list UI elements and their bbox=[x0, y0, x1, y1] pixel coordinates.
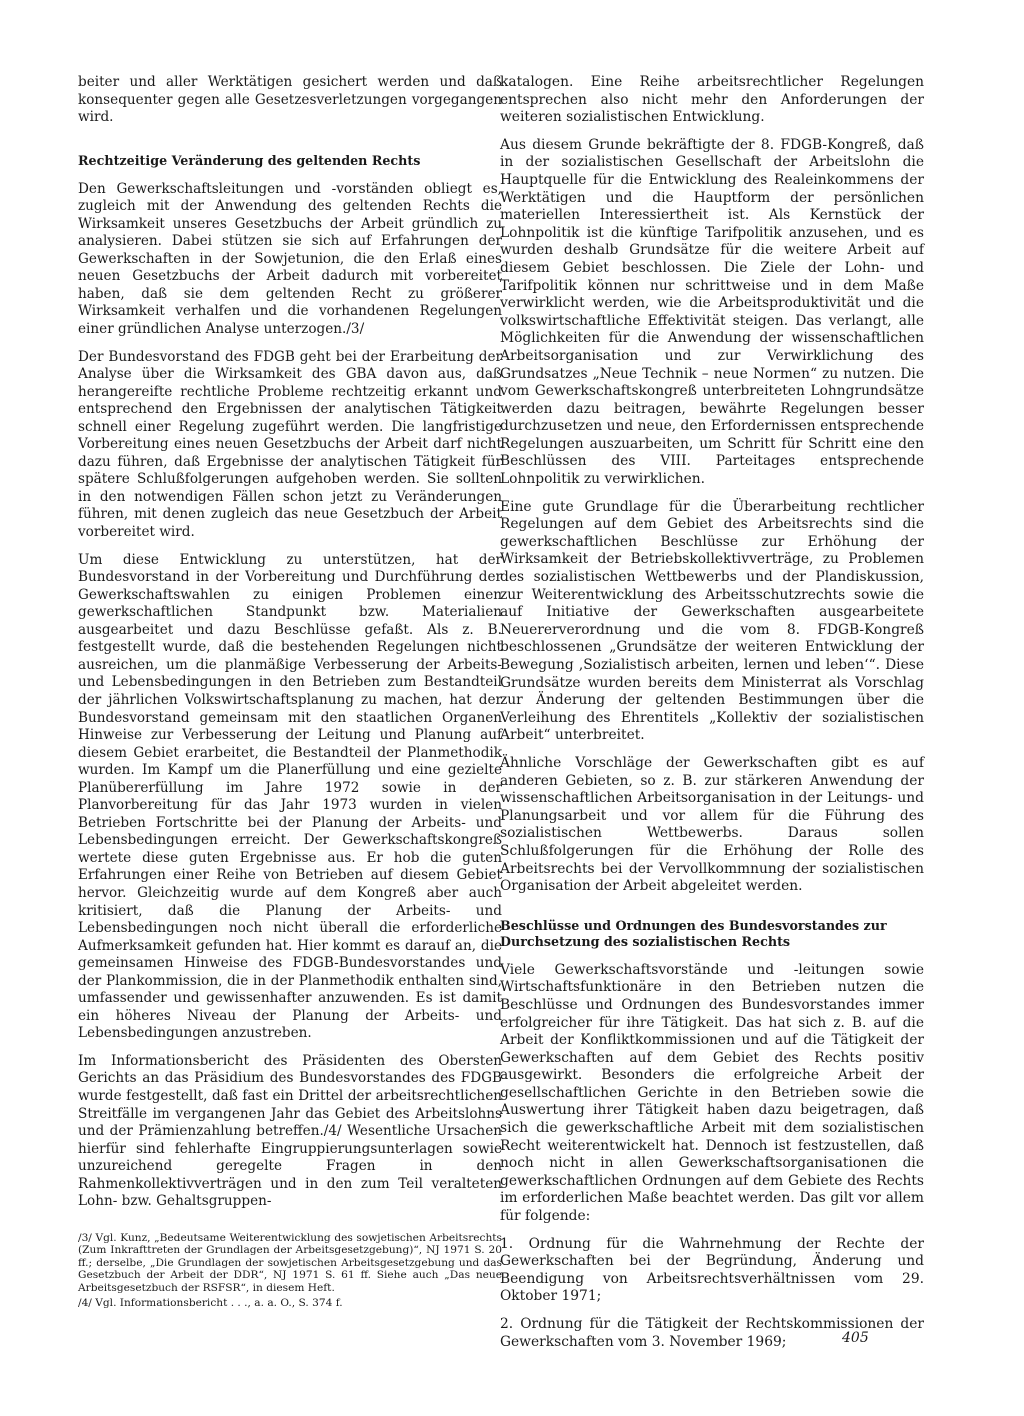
paragraph: Um diese Entwicklung zu unterstützen, hat der Bundesvorstand in der Vorbereitung und Durchführung der Gewerkschaftswahlen zu einigen Problemen einen gewerkschaftlichen Standpunkt bzw. Materialien ausgearbeitet und dazu Beschlüsse gefaßt. Als z. B. festgestellt wurde, daß die bestehenden Regelungen nicht ausreichen, um die planmäßige Verbesserung der Arbeits- und Lebensbedingungen in den Betrieben zum Bestandteil der jährlichen Volkswirtschaftsplanung zu machen, hat der Bundesvorstand gemeinsam mit den staatlichen Organen Hinweise zur Verbesserung der Leitung und Planung auf diesem Gebiet erarbeitet, die Bestandteil der Planmethodik wurden. Im Kampf um die Planerfüllung und eine gezielte Planübererfüllung im Jahre 1972 sowie in der Planvorbereitung für das Jahr 1973 wurden in vielen Betrieben Fortschritte bei der Planung der Arbeits- und Lebensbedingungen erreicht. Der Gewerkschaftskongreß wertete diese guten Ergebnisse aus. Er hob die guten Erfahrungen einer Reihe von Betrieben auf diesem Gebiet hervor. Gleichzeitig wurde auf dem Kongreß aber auch kritisiert, daß die Planung der Arbeits- und Lebensbedingungen noch nicht überall die erforderliche Aufmerksamkeit gefunden hat. Hier kommt es darauf an, die gemeinsamen Hinweise des FDGB-Bundesvorstandes und der Plankommission, die in der Planmethodik enthalten sind, umfassender und gewissenhafter anzuwenden. Es ist damit ein höheres Niveau der Planung der Arbeits- und Lebensbedingungen anzustreben. bbox=[78, 551, 502, 1042]
page-number: 405 bbox=[842, 1330, 869, 1346]
section-heading: Beschlüsse und Ordnungen des Bundesvorstandes zur Durchsetzung des sozialistischen Rechts bbox=[500, 917, 887, 949]
paragraph: Ähnliche Vorschläge der Gewerkschaften gibt es auf anderen Gebieten, so z. B. zur stärkeren Anwendung der wissenschaftlichen Arbeitsorganisation in der Leitungs- und Planungsarbeit und vor allem für die Führung des sozialistischen Wettbewerbs. Daraus sollen Schlußfolgerungen für die Erhöhung der Rolle des Arbeitsrechts bei der Vervollkommnung der sozialistischen Organisation der Arbeit abgeleitet werden. bbox=[500, 754, 924, 895]
right-column bbox=[500, 74, 924, 1361]
paragraph: Eine gute Grundlage für die Überarbeitung rechtlicher Regelungen auf dem Gebiet des Arbeitsrechts sind die gewerkschaftlichen Beschlüsse zur Erhöhung der Wirksamkeit der Betriebskollektivverträge, zu Problemen des sozialistischen Wettbewerbs und der Plandiskussion, zur Weiterentwicklung des Arbeitsschutzrechts sowie die auf Initiative der Gewerkschaften ausgearbeitete Neuererverordnung und die vom 8. FDGB-Kongreß beschlossenen „Grundsätze der weiteren Entwicklung der Bewegung ‚Sozialistisch arbeiten, lernen und leben‘“. Diese Grundsätze wurden bereits dem Ministerrat als Vorschlag zur Änderung der geltenden Bestimmungen über die Verleihung des Ehrentitels „Kollektiv der sozialistischen Arbeit“ unterbreitet. bbox=[500, 498, 924, 744]
paragraph: Den Gewerkschaftsleitungen und -vorständen obliegt es, zugleich mit der Anwendung des geltenden Rechts die Wirksamkeit unseres Gesetzbuchs der Arbeit gründlich zu analysieren. Dabei stützen sie sich auf Erfahrungen der Gewerkschaften in der Sowjetunion, die den Erlaß eines neuen Gesetzbuchs der Arbeit dadurch mit vorbereitet haben, daß sie dem geltenden Recht zu größerer Wirksamkeit verhalfen und die vorhandenen Regelungen einer gründlichen Analyse unterzogen./3/ bbox=[78, 180, 502, 338]
left-column bbox=[78, 74, 502, 1221]
footnote-3: /3/ Vgl. Kunz, „Bedeutsame Weiterentwicklung des sowjetischen Arbeitsrechts (Zum Inkrafttreten der Grundlagen der Arbeitsgesetzgebung)“, NJ 1971 S. 20 ff.; derselbe, „Die Grundlagen der sowjetischen Arbeitsgesetzgebung und das Gesetzbuch der Arbeit der DDR“, NJ 1971 S. 61 ff. Siehe auch „Das neue Arbeitsgesetzbuch der RSFSR“, in diesem Heft. bbox=[78, 1232, 502, 1294]
paragraph: Aus diesem Grunde bekräftigte der 8. FDGB-Kongreß, daß in der sozialistischen Gesellschaft der Arbeitslohn die Hauptquelle für die Entwicklung des Realeinkommens der Werktätigen und die Hauptform der persönlichen materiellen Interessiertheit ist. Als Kernstück der Lohnpolitik ist die künftige Tarifpolitik anzusehen, und es wurden deshalb Grundsätze für die weitere Arbeit auf diesem Gebiet beschlossen. Die Ziele der Lohn- und Tarifpolitik können nur schrittweise und in dem Maße verwirklicht werden, wie die Arbeitsproduktivität und die volkswirtschaftliche Effektivität steigen. Das verlangt, alle Möglichkeiten für die Anwendung der wissenschaftlichen Arbeitsorganisation und zur Verwirklichung des Grundsatzes „Neue Technik – neue Normen“ zu nutzen. Die vom Gewerkschaftskongreß unterbreiteten Lohngrundsätze werden dazu beitragen, bewährte Regelungen besser durchzusetzen und neue, den Erfordernissen entsprechende Regelungen auszuarbeiten, um Schritt für Schritt eine den Beschlüssen des VIII. Parteitages entsprechende Lohnpolitik zu verwirklichen. bbox=[500, 136, 924, 488]
paragraph: katalogen. Eine Reihe arbeitsrechtlicher Regelungen entsprechen also nicht mehr den Anforderungen der weiteren sozialistischen Entwicklung. bbox=[500, 74, 924, 126]
footnotes bbox=[78, 1232, 502, 1312]
list-item: 2. Ordnung für die Tätigkeit der Rechtskommissionen der Gewerkschaften vom 3. November 1969; bbox=[500, 1316, 924, 1350]
section-heading: Rechtzeitige Veränderung des geltenden Rechts bbox=[78, 152, 421, 168]
list-item: 1. Ordnung für die Wahrnehmung der Rechte der Gewerkschaften bei der Begründung, Änderung und Beendigung von Arbeitsrechtsverhältnissen vom 29. Oktober 1971; bbox=[500, 1235, 924, 1305]
paragraph: beiter und aller Werktätigen gesichert werden und daß konsequenter gegen alle Gesetzesverletzungen vorgegangen wird. bbox=[78, 74, 502, 126]
paragraph: Im Informationsbericht des Präsidenten des Obersten Gerichts an das Präsidium des Bundesvorstandes des FDGB wurde festgestellt, daß fast ein Drittel der arbeitsrechtlichen Streitfälle im vergangenen Jahr das Gebiet des Arbeitslohns und der Prämienzahlung betreffen./4/ Wesentliche Ursachen hierfür sind fehlerhafte Eingruppierungsunterlagen sowie unzureichend geregelte Fragen in den Rahmenkollektivverträgen und in den zum Teil veralteten Lohn- bzw. Gehaltsgruppen- bbox=[78, 1052, 502, 1210]
paragraph: Der Bundesvorstand des FDGB geht bei der Erarbeitung der Analyse über die Wirksamkeit des GBA davon aus, daß herangereifte rechtliche Probleme rechtzeitig erkannt und entsprechend den Ergebnissen der analytischen Tätigkeit schnell einer Regelung zugeführt werden. Die langfristige Vorbereitung eines neuen Gesetzbuchs der Arbeit darf nicht dazu führen, daß Ergebnisse der analytischen Tätigkeit für spätere Schlußfolgerungen aufgehoben werden. Sie sollten in den notwendigen Fällen schon jetzt zu Veränderungen führen, mit denen zugleich das neue Gesetzbuch der Arbeit vorbereitet wird. bbox=[78, 348, 502, 541]
paragraph: Viele Gewerkschaftsvorstände und -leitungen sowie Wirtschaftsfunktionäre in den Betrieben nutzen die Beschlüsse und Ordnungen des Bundesvorstandes immer erfolgreicher für ihre Tätigkeit. Das hat sich z. B. auf die Arbeit der Konfliktkommissionen und auf die Tätigkeit der Gewerkschaften auf dem Gebiet des Rechts positiv ausgewirkt. Besonders die erfolgreiche Arbeit der gesellschaftlichen Gerichte in den Betrieben sowie die Auswertung ihrer Tätigkeit haben dazu beigetragen, daß sich die gewerkschaftliche Arbeit mit dem sozialistischen Recht weiterentwickelt hat. Dennoch ist festzustellen, daß noch nicht in allen Gewerkschaftsorganisationen die gewerkschaftlichen Ordnungen auf dem Gebiete des Rechts im erforderlichen Maße beachtet werden. Das gilt vor allem für folgende: bbox=[500, 961, 924, 1225]
footnote-4: /4/ Vgl. Informationsbericht . . ., a. a. O., S. 374 f. bbox=[78, 1297, 343, 1310]
